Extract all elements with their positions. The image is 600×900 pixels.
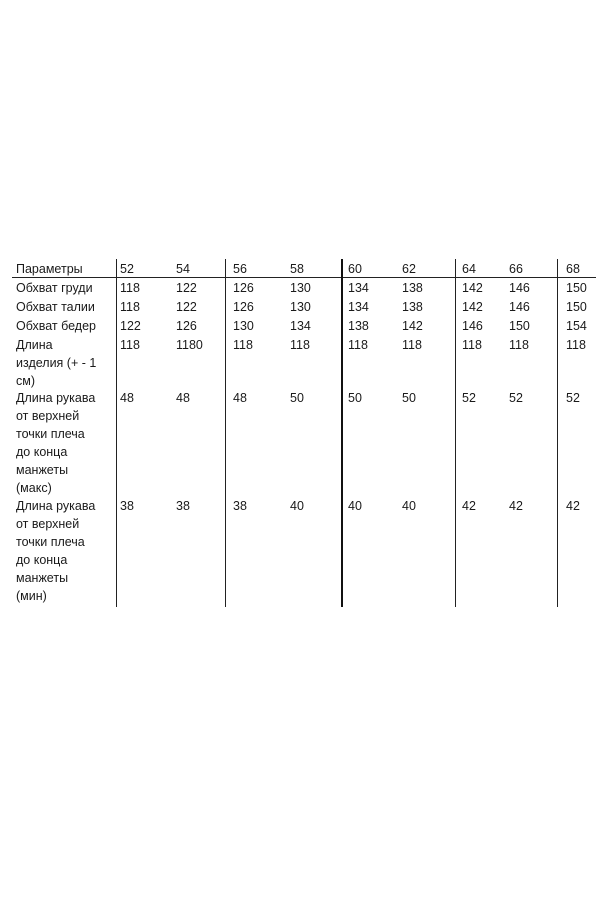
table-cell: 38 <box>233 499 247 513</box>
table-cell: 1180 <box>176 338 203 352</box>
column-divider <box>225 259 226 607</box>
table-cell: 40 <box>402 499 416 513</box>
table-cell: 48 <box>233 391 247 405</box>
table-cell: 130 <box>290 300 311 314</box>
table-cell: 118 <box>120 300 140 314</box>
table-cell: 122 <box>120 319 141 333</box>
table-cell: 150 <box>566 281 587 295</box>
table-cell: 130 <box>233 319 254 333</box>
table-cell: 146 <box>509 281 530 295</box>
table-cell: 150 <box>509 319 530 333</box>
table-cell: 134 <box>290 319 311 333</box>
table-cell: 118 <box>348 338 368 352</box>
table-cell: 118 <box>462 338 482 352</box>
size-header: 56 <box>233 262 247 276</box>
table-cell: 50 <box>348 391 362 405</box>
table-cell: 118 <box>233 338 253 352</box>
row-label: Длина изделия (+ - 1 см) <box>16 338 97 388</box>
column-divider <box>341 259 343 607</box>
table-cell: 52 <box>509 391 523 405</box>
size-header: 64 <box>462 262 476 276</box>
table-cell: 42 <box>566 499 580 513</box>
row-label: Обхват талии <box>16 300 95 314</box>
table-cell: 138 <box>402 281 423 295</box>
table-cell: 138 <box>348 319 369 333</box>
table-cell: 134 <box>348 281 369 295</box>
table-cell: 42 <box>462 499 476 513</box>
table-cell: 122 <box>176 281 197 295</box>
table-cell: 40 <box>290 499 304 513</box>
table-cell: 126 <box>233 300 254 314</box>
table-cell: 130 <box>290 281 311 295</box>
table-cell: 38 <box>176 499 190 513</box>
size-chart-table <box>12 259 596 607</box>
header-label: Параметры <box>16 262 83 276</box>
table-cell: 118 <box>120 281 140 295</box>
table-cell: 150 <box>566 300 587 314</box>
table-cell: 50 <box>402 391 416 405</box>
table-cell: 42 <box>509 499 523 513</box>
size-header: 60 <box>348 262 362 276</box>
table-cell: 146 <box>509 300 530 314</box>
table-cell: 142 <box>402 319 423 333</box>
column-divider <box>557 259 558 607</box>
table-cell: 118 <box>290 338 310 352</box>
row-label: Длина рукава от верхней точки плеча до конца манжеты (мин) <box>16 499 96 603</box>
table-cell: 48 <box>176 391 190 405</box>
size-header: 68 <box>566 262 580 276</box>
size-header: 66 <box>509 262 523 276</box>
row-label: Обхват бедер <box>16 319 96 333</box>
table-cell: 52 <box>566 391 580 405</box>
table-cell: 118 <box>402 338 422 352</box>
size-header: 52 <box>120 262 134 276</box>
size-header: 58 <box>290 262 304 276</box>
table-cell: 50 <box>290 391 304 405</box>
table-cell: 146 <box>462 319 483 333</box>
row-label: Длина рукава от верхней точки плеча до конца манжеты (макс) <box>16 391 96 495</box>
table-cell: 118 <box>120 338 140 352</box>
table-cell: 138 <box>402 300 423 314</box>
column-divider <box>455 259 456 607</box>
table-cell: 154 <box>566 319 587 333</box>
row-label: Обхват груди <box>16 281 93 295</box>
table-cell: 38 <box>120 499 134 513</box>
table-cell: 40 <box>348 499 362 513</box>
column-divider <box>116 259 117 607</box>
table-cell: 118 <box>509 338 529 352</box>
table-cell: 52 <box>462 391 476 405</box>
table-cell: 142 <box>462 300 483 314</box>
table-cell: 126 <box>233 281 254 295</box>
table-cell: 118 <box>566 338 586 352</box>
table-cell: 122 <box>176 300 197 314</box>
size-header: 54 <box>176 262 190 276</box>
table-cell: 126 <box>176 319 197 333</box>
table-cell: 48 <box>120 391 134 405</box>
table-cell: 142 <box>462 281 483 295</box>
table-cell: 134 <box>348 300 369 314</box>
size-header: 62 <box>402 262 416 276</box>
